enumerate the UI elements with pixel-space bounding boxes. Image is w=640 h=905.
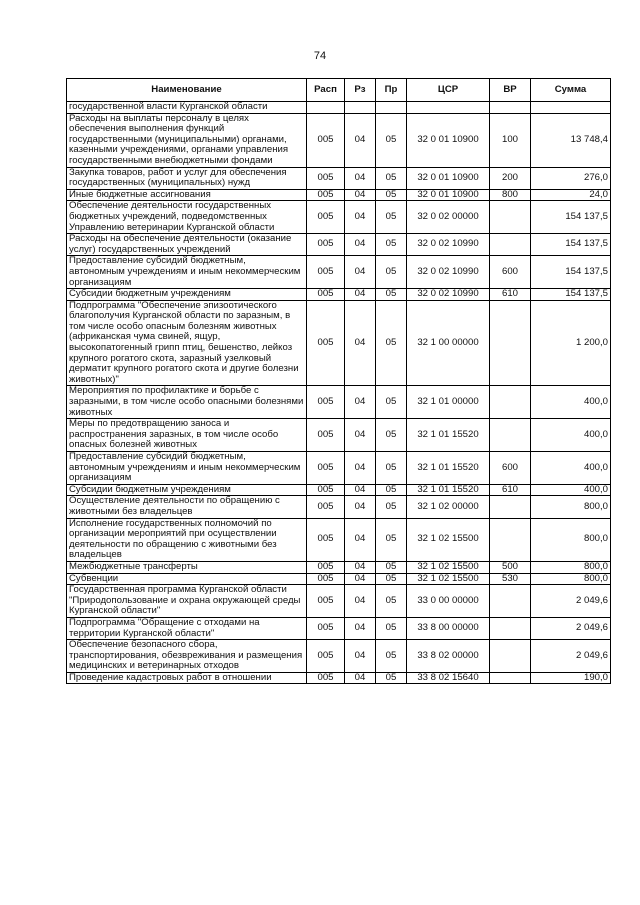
cell-pr: 05 (376, 256, 407, 289)
cell-name: Предоставление субсидий бюджетным, автономным учреждениям и иным некоммерческим организациям (67, 256, 307, 289)
cell-name: Обеспечение деятельности государственных бюджетных учреждений, подведомственных Управлению ветеринарии Курганской области (67, 201, 307, 234)
cell-vr (490, 386, 531, 419)
cell-rasp: 005 (307, 452, 345, 485)
cell-name: Обеспечение безопасного сбора, транспортирования, обезвреживания и размещения медицинских и ветеринарных отходов (67, 640, 307, 673)
cell-rz: 04 (345, 496, 376, 518)
cell-vr (490, 234, 531, 256)
cell-rz (345, 102, 376, 114)
cell-rasp: 005 (307, 300, 345, 386)
cell-csr: 32 0 02 10990 (407, 234, 490, 256)
cell-pr: 05 (376, 234, 407, 256)
cell-name: Расходы на обеспечение деятельности (оказание услуг) государственных учреждений (67, 234, 307, 256)
cell-rasp: 005 (307, 419, 345, 452)
cell-csr: 32 1 00 00000 (407, 300, 490, 386)
cell-csr: 32 1 01 15520 (407, 484, 490, 496)
cell-sum (531, 102, 611, 114)
cell-name: Проведение кадастровых работ в отношении (67, 672, 307, 684)
cell-rz: 04 (345, 518, 376, 561)
cell-pr: 05 (376, 452, 407, 485)
header-vr: ВР (490, 79, 531, 102)
cell-rz: 04 (345, 452, 376, 485)
cell-rz: 04 (345, 113, 376, 167)
cell-vr (490, 672, 531, 684)
cell-rz: 04 (345, 617, 376, 639)
cell-sum: 24,0 (531, 189, 611, 201)
table-row (67, 452, 611, 485)
cell-pr: 05 (376, 561, 407, 573)
cell-pr: 05 (376, 419, 407, 452)
table-row (67, 234, 611, 256)
cell-name: Закупка товаров, работ и услуг для обеспечения государственных (муниципальных) нужд (67, 167, 307, 189)
table-row (67, 167, 611, 189)
cell-rz: 04 (345, 167, 376, 189)
cell-pr: 05 (376, 386, 407, 419)
cell-vr: 200 (490, 167, 531, 189)
cell-vr (490, 640, 531, 673)
cell-rz: 04 (345, 289, 376, 301)
cell-sum: 400,0 (531, 386, 611, 419)
cell-pr: 05 (376, 167, 407, 189)
cell-csr: 32 0 02 10990 (407, 289, 490, 301)
cell-csr: 32 1 01 15520 (407, 452, 490, 485)
cell-pr: 05 (376, 496, 407, 518)
cell-pr: 05 (376, 518, 407, 561)
cell-name: Осуществление деятельности по обращению с животными без владельцев (67, 496, 307, 518)
cell-csr: 32 0 02 10990 (407, 256, 490, 289)
cell-pr: 05 (376, 484, 407, 496)
cell-rz: 04 (345, 234, 376, 256)
cell-rasp: 005 (307, 496, 345, 518)
cell-csr: 33 8 02 15640 (407, 672, 490, 684)
cell-csr: 32 0 01 10900 (407, 113, 490, 167)
cell-name: Меры по предотвращению заноса и распространения заразных, в том числе особо опасных болезней животных (67, 419, 307, 452)
cell-sum: 800,0 (531, 496, 611, 518)
cell-name: Иные бюджетные ассигнования (67, 189, 307, 201)
cell-csr: 32 1 02 15500 (407, 518, 490, 561)
cell-csr (407, 102, 490, 114)
table-row (67, 518, 611, 561)
header-rasp: Расп (307, 79, 345, 102)
cell-csr: 33 8 00 00000 (407, 617, 490, 639)
cell-rasp: 005 (307, 672, 345, 684)
cell-name: Подпрограмма "Обращение с отходами на территории Курганской области" (67, 617, 307, 639)
table-row (67, 289, 611, 301)
table-row (67, 640, 611, 673)
cell-pr: 05 (376, 573, 407, 585)
cell-pr (376, 102, 407, 114)
cell-vr (490, 617, 531, 639)
cell-pr: 05 (376, 585, 407, 618)
table-row (67, 484, 611, 496)
cell-rz: 04 (345, 256, 376, 289)
cell-rasp: 005 (307, 113, 345, 167)
cell-vr: 600 (490, 452, 531, 485)
cell-name: Предоставление субсидий бюджетным, автономным учреждениям и иным некоммерческим организациям (67, 452, 307, 485)
cell-pr: 05 (376, 289, 407, 301)
cell-rz: 04 (345, 300, 376, 386)
cell-rz: 04 (345, 640, 376, 673)
cell-rz: 04 (345, 585, 376, 618)
cell-rz: 04 (345, 672, 376, 684)
budget-table (66, 78, 611, 684)
cell-name: Расходы на выплаты персоналу в целях обеспечения выполнения функций государственными (муниципальными) органами, казенными учреждениями, органами управления государственными внебюджетными фондами (67, 113, 307, 167)
cell-name: Субсидии бюджетным учреждениям (67, 289, 307, 301)
table-row (67, 419, 611, 452)
cell-vr: 800 (490, 189, 531, 201)
table-row (67, 585, 611, 618)
cell-rasp: 005 (307, 234, 345, 256)
cell-vr: 530 (490, 573, 531, 585)
cell-csr: 32 1 02 15500 (407, 561, 490, 573)
table-row (67, 496, 611, 518)
cell-vr: 610 (490, 484, 531, 496)
cell-sum: 190,0 (531, 672, 611, 684)
cell-name: Субсидии бюджетным учреждениям (67, 484, 307, 496)
cell-rasp: 005 (307, 201, 345, 234)
cell-rz: 04 (345, 189, 376, 201)
page-number: 74 (313, 50, 327, 62)
cell-csr: 33 8 02 00000 (407, 640, 490, 673)
cell-sum: 400,0 (531, 484, 611, 496)
table-row (67, 256, 611, 289)
cell-csr: 32 1 02 15500 (407, 573, 490, 585)
cell-rasp: 005 (307, 585, 345, 618)
table-row (67, 300, 611, 386)
cell-rz: 04 (345, 419, 376, 452)
cell-pr: 05 (376, 672, 407, 684)
header-rz: Рз (345, 79, 376, 102)
cell-vr: 500 (490, 561, 531, 573)
cell-csr: 32 1 01 15520 (407, 419, 490, 452)
table-row (67, 561, 611, 573)
cell-sum: 400,0 (531, 452, 611, 485)
cell-rz: 04 (345, 573, 376, 585)
cell-rasp: 005 (307, 289, 345, 301)
table-row (67, 672, 611, 684)
cell-rasp: 005 (307, 640, 345, 673)
cell-csr: 32 0 02 00000 (407, 201, 490, 234)
cell-pr: 05 (376, 640, 407, 673)
cell-sum: 800,0 (531, 573, 611, 585)
cell-sum: 2 049,6 (531, 640, 611, 673)
cell-rasp: 005 (307, 189, 345, 201)
header-name: Наименование (67, 79, 307, 102)
cell-rasp: 005 (307, 484, 345, 496)
cell-pr: 05 (376, 617, 407, 639)
cell-csr: 32 1 01 00000 (407, 386, 490, 419)
cell-sum: 800,0 (531, 518, 611, 561)
table-row (67, 113, 611, 167)
table-row (67, 201, 611, 234)
cell-vr (490, 518, 531, 561)
cell-rz: 04 (345, 484, 376, 496)
table-row (67, 386, 611, 419)
cell-csr: 33 0 00 00000 (407, 585, 490, 618)
cell-pr: 05 (376, 113, 407, 167)
cell-rz: 04 (345, 201, 376, 234)
cell-vr (490, 419, 531, 452)
cell-sum: 13 748,4 (531, 113, 611, 167)
cell-vr: 610 (490, 289, 531, 301)
header-pr: Пр (376, 79, 407, 102)
cell-sum: 154 137,5 (531, 201, 611, 234)
cell-vr (490, 496, 531, 518)
cell-sum: 154 137,5 (531, 256, 611, 289)
cell-rasp: 005 (307, 561, 345, 573)
table-header-row (67, 79, 611, 102)
cell-csr: 32 0 01 10900 (407, 167, 490, 189)
cell-rasp: 005 (307, 256, 345, 289)
cell-rasp: 005 (307, 617, 345, 639)
cell-rasp: 005 (307, 386, 345, 419)
cell-name: Подпрограмма "Обеспечение эпизоотического благополучия Курганской области по заразным, в том числе особо опасным болезням животных (африканская чума свиней, ящур, высокопатогенный грипп птиц, бешенство, лейкоз крупного рогатого скота, заразный узелковый дерматит крупного рогатого скота и другие болезни животных)" (67, 300, 307, 386)
cell-name: Мероприятия по профилактике и борьбе с заразными, в том числе особо опасными болезнями животных (67, 386, 307, 419)
cell-sum: 154 137,5 (531, 234, 611, 256)
cell-pr: 05 (376, 201, 407, 234)
cell-rasp: 005 (307, 573, 345, 585)
cell-sum: 2 049,6 (531, 585, 611, 618)
table-row (67, 617, 611, 639)
cell-vr: 100 (490, 113, 531, 167)
cell-csr: 32 0 01 10900 (407, 189, 490, 201)
table-row (67, 102, 611, 114)
cell-vr (490, 201, 531, 234)
cell-rz: 04 (345, 386, 376, 419)
cell-name: Субвенции (67, 573, 307, 585)
cell-vr (490, 102, 531, 114)
cell-sum: 400,0 (531, 419, 611, 452)
cell-vr: 600 (490, 256, 531, 289)
header-sum: Сумма (531, 79, 611, 102)
cell-pr: 05 (376, 300, 407, 386)
header-csr: ЦСР (407, 79, 490, 102)
cell-sum: 276,0 (531, 167, 611, 189)
cell-rasp (307, 102, 345, 114)
table-row (67, 573, 611, 585)
cell-name: Государственная программа Курганской области "Природопользование и охрана окружающей среды Курганской области" (67, 585, 307, 618)
cell-sum: 800,0 (531, 561, 611, 573)
cell-sum: 2 049,6 (531, 617, 611, 639)
cell-name: государственной власти Курганской области (67, 102, 307, 114)
cell-name: Исполнение государственных полномочий по организации мероприятий при осуществлении деятельности по обращению с животными без владельцев (67, 518, 307, 561)
cell-csr: 32 1 02 00000 (407, 496, 490, 518)
cell-sum: 154 137,5 (531, 289, 611, 301)
cell-sum: 1 200,0 (531, 300, 611, 386)
cell-rasp: 005 (307, 518, 345, 561)
cell-vr (490, 300, 531, 386)
cell-pr: 05 (376, 189, 407, 201)
cell-rz: 04 (345, 561, 376, 573)
cell-rasp: 005 (307, 167, 345, 189)
cell-vr (490, 585, 531, 618)
cell-name: Межбюджетные трансферты (67, 561, 307, 573)
table-row (67, 189, 611, 201)
